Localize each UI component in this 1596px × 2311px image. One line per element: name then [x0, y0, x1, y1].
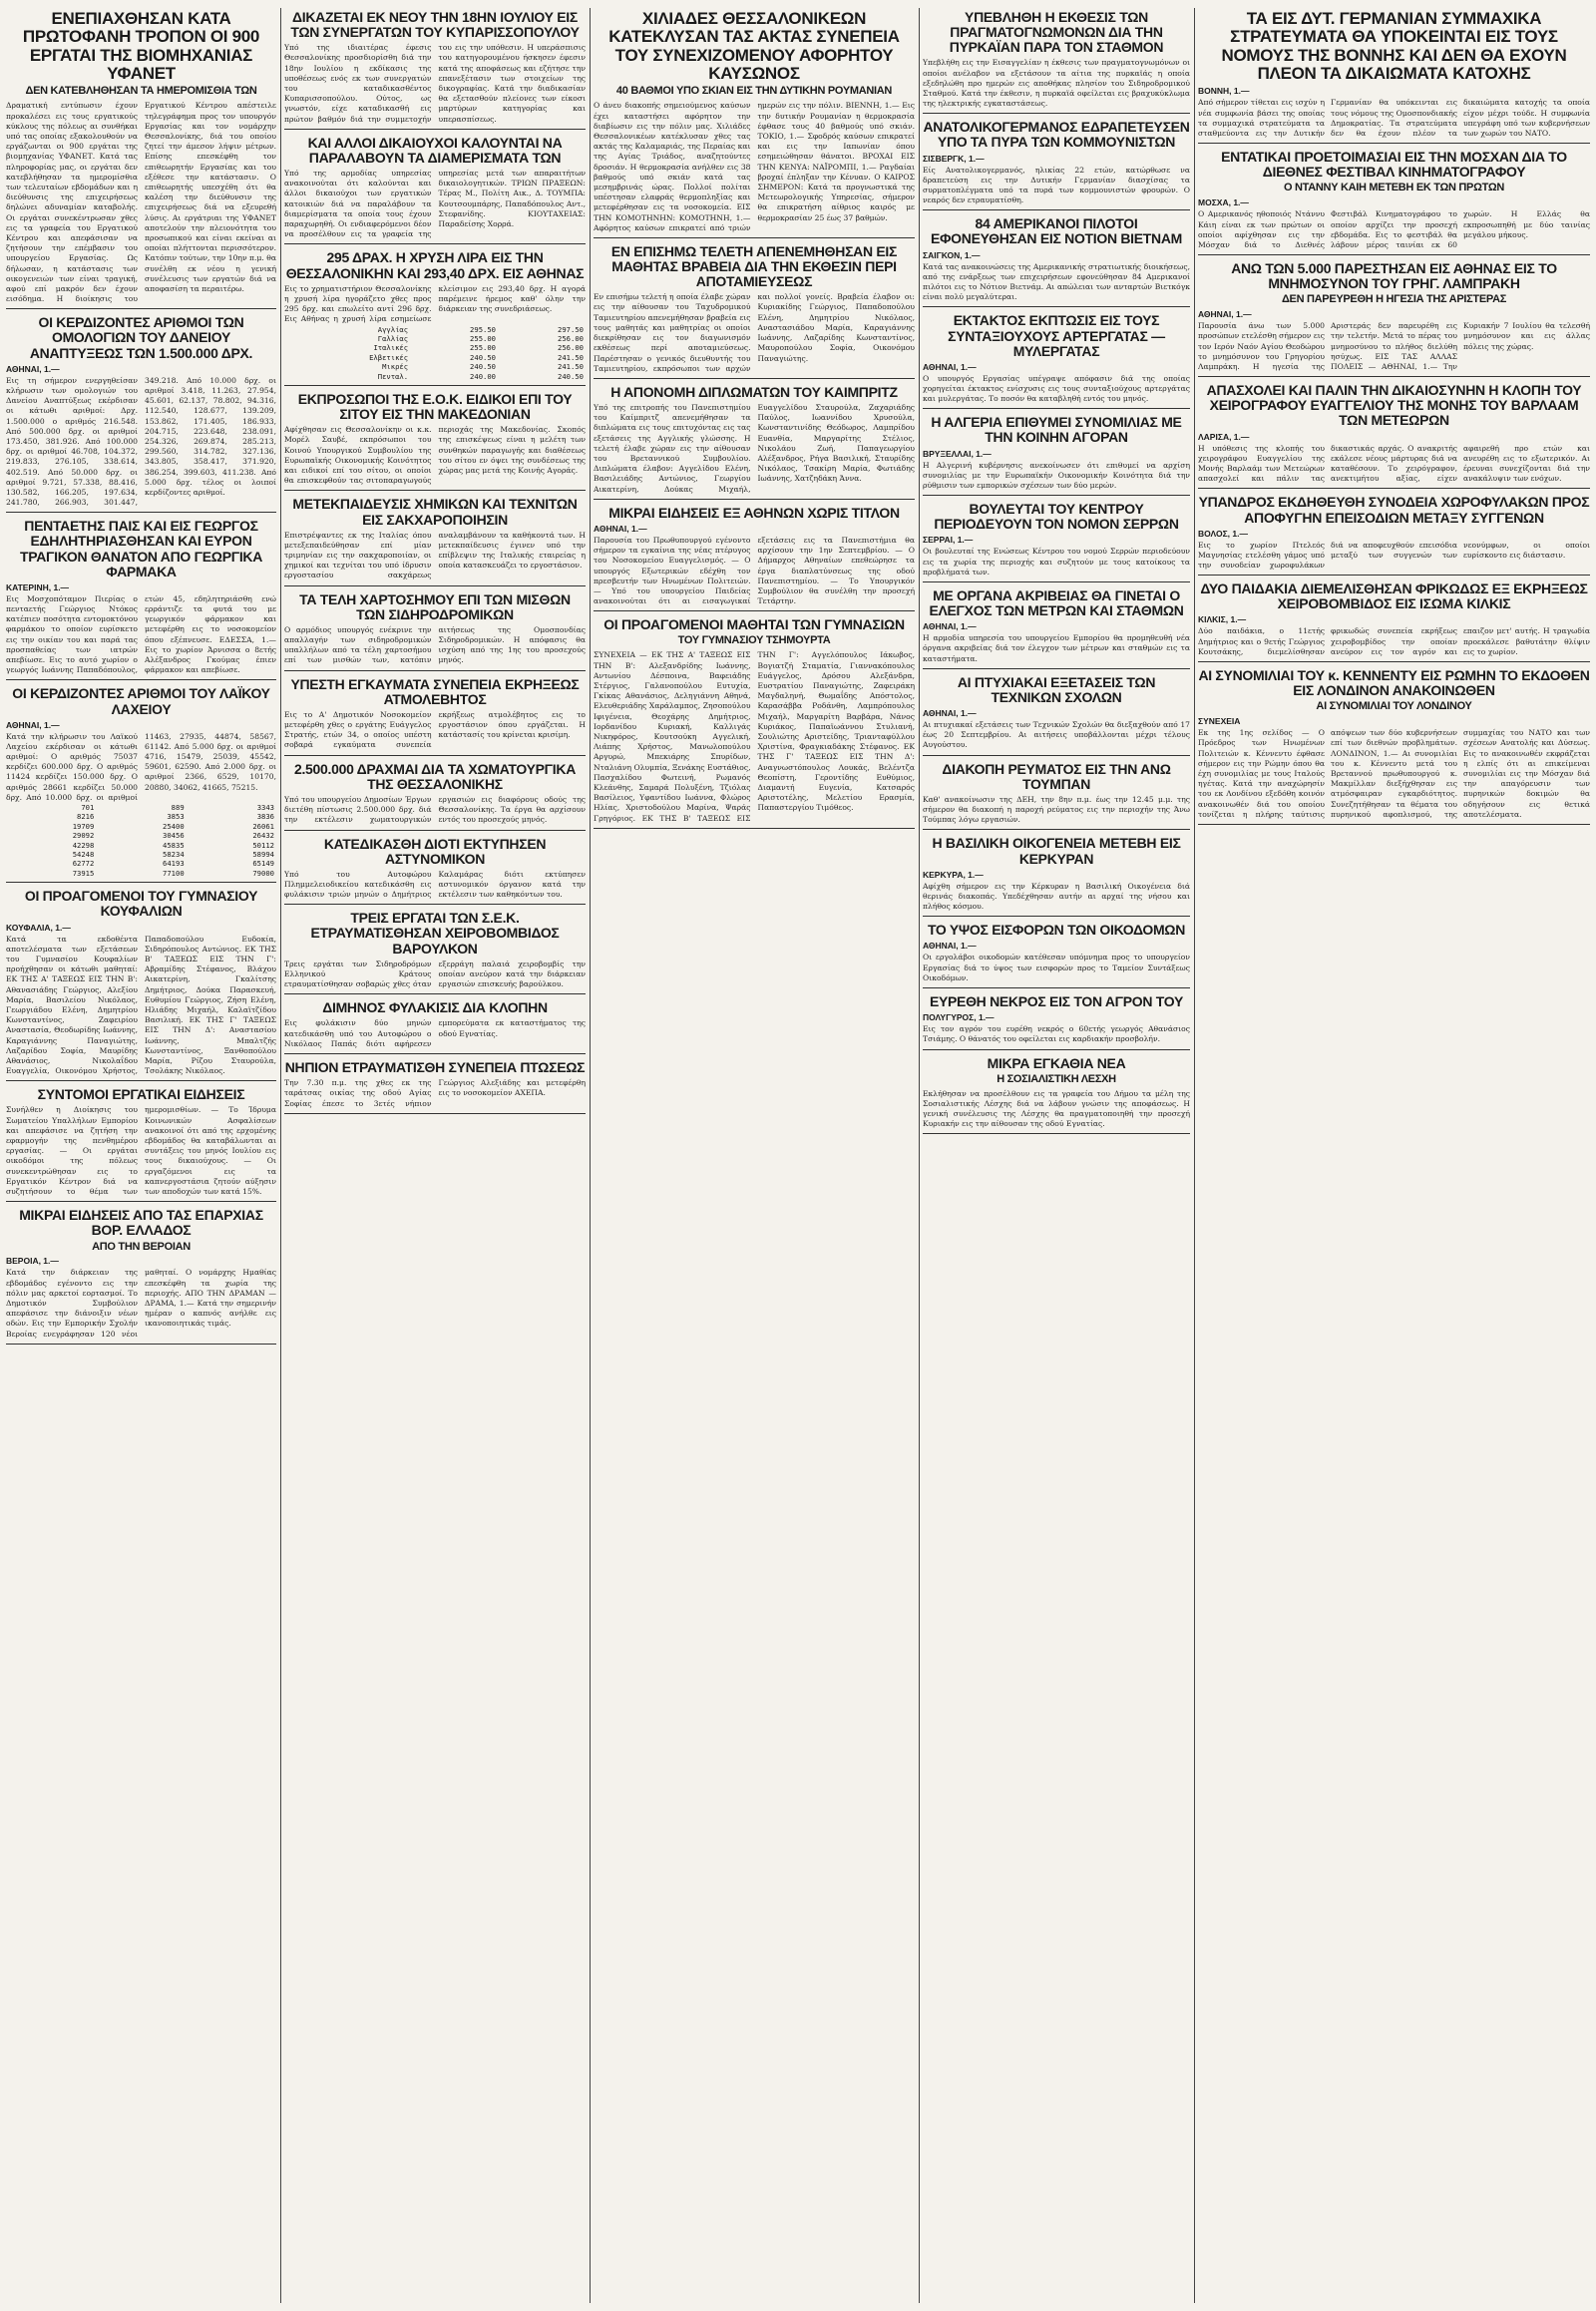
subheadline: ΑΠΟ ΤΗΝ ΒΕΡΟΙΑΝ [92, 1240, 191, 1253]
article [594, 617, 915, 828]
article-body: Καθ' ανακοίνωσιν της ΔΕΗ, την 8ην π.μ. έως την 12.45 μ.μ. της σήμερον θα διακοπή η παροχή ρεύματος εις την περιοχήν της Άνω Τούμπας λόγω εργασιών. [923, 794, 1190, 825]
headline: ΔΙΚΑΖΕΤΑΙ ΕΚ ΝΕΟΥ ΤΗΝ 18ΗΝ ΙΟΥΛΙΟΥ ΕΙΣ ΤΩΝ ΣΥΝΕΡΓΑΤΩΝ ΤΟΥ ΚΥΠΑΡΙΣΣΟΠΟΥΛΟΥ [290, 9, 580, 41]
article-body: Εις το χρηματιστήριον Θεσσαλονίκης η χρυσή λίρα ηγοράζετο χθες προς 295 δρχ. και επωλείτο αντί 296 δρχ. Εις Αθήνας η χρυσή λίρα εσημείωσε κλείσιμον εις 293,40 δρχ. Η αγορά παρέμεινε ήρεμος καθ' όλην την διάρκειαν της συνεδριάσεως. [284, 283, 586, 324]
article-body: Ο άνευ διακοπής σημειούμενος καύσων έχει καταστήσει αφόρητον την διαβίωσιν εις την πόλιν μας. Χιλιάδες Θεσσαλονικέων κατέκλυσαν χθες τας ακτάς της Καλαμαριάς, της Περαίας και της Αγίας Τριάδος, αναζητούντες δροσιάν. Η θερμοκρασία ανήλθεν εις 38 βαθμούς υπό σκιάν κατά τας μεσημβρινάς ώρας. Πολλοί πολίται υπέστησαν ελαφράς θερμοπληξίας και μετεφέρθησαν εις τα νοσοκομεία. ΕΙΣ ΤΗΝ ΚΟΜΟΤΗΝΗΝ: ΚΟΜΟΤΗΝΗ, 1.— Αφόρητος καύσων επικρατεί από τριών ημερών εις την πόλιν. ΒΙΕΝΝΗ, 1.— Εις την δυτικήν Ρουμανίαν η θερμοκρασία έφθασε τους 40 βαθμούς υπό σκιάν. ΤΟΚΙΟ, 1.— Σφοδρός καύσων επικρατεί και εις την Ιαπωνίαν όπου εσημειώθησαν θάνατοι. ΒΡΟΧΑΙ ΕΙΣ ΤΗΝ ΚΕΝΥΑ: ΝΑΪΡΟΜΠΙ, 1.— Ραγδαίαι βροχαί έπληξαν την Κένυαν. Ο ΚΑΙΡΟΣ ΣΗΜΕΡΟΝ: Κατά τα προγνωστικά της Μετεωρολογικής Υπηρεσίας, σήμερον θα επικρατήση αίθριος καιρός με θερμοκρασίαν 25 έως 37 βαθμών. [594, 101, 915, 232]
table-cell: 256.00 [558, 343, 584, 353]
article-body: Εις Μοσχοπόταμον Πιερίας ο πενταετής Γεώργιος Ντόκος κατέπιεν ποσότητα εντομοκτόνου φαρμάκου το οποίον ευρίσκετο εις την οικίαν του και παρά τας προσπαθείας των ιατρών απεβίωσε. Εις το αυτό χωρίον ο γεωργός Ιωάννης Παπαδόπουλος, ετών 45, εδηλητηριάσθη ενώ ερράντιζε τα φυτά του με γεωργικόν φάρμακον και μετεφέρθη εις το νοσοκομείον όπου εξέπνευσε. ΕΔΕΣΣΑ, 1.— Εις το χωρίον Άρνισσα ο 8ετής Αλέξανδρος Γκούμας έπιεν φάρμακον και απεβίωσε. [6, 593, 276, 675]
article [923, 502, 1190, 582]
dateline: ΚΕΡΚΥΡΑ, 1.— [923, 869, 984, 880]
article [923, 10, 1190, 114]
article-body: Ο υπουργός Εργασίας υπέγραψε απόφασιν διά της οποίας χορηγείται έκτακτος ενίσχυσις εις τους συνταξιούχους αρτεργάτας και μυλεργάτας. Το ποσόν θα καταβληθή εντός του μηνός. [923, 373, 1190, 404]
article [6, 519, 276, 680]
headline: 2.500.000 ΔΡΑΧΜΑΙ ΔΙΑ ΤΑ ΧΩΜΑΤΟΥΡΓΙΚΑ ΤΗΣ ΘΕΣΣΑΛΟΝΙΚΗΣ [293, 760, 577, 792]
headline: ΔΙΑΚΟΠΗ ΡΕΥΜΑΤΟΣ ΕΙΣ ΤΗΝ ΑΝΩ ΤΟΥΜΠΑΝ [942, 760, 1171, 792]
article [923, 762, 1190, 831]
article [6, 1087, 276, 1202]
dateline: ΑΘΗΝΑΙ, 1.— [6, 363, 60, 374]
article [923, 994, 1190, 1050]
article-body: Συνήλθεν η Διοίκησις του Σωματείου Υπαλλήλων Εμπορίου και απεφάσισε να ζητήση την εφαρμογήν της πενθημέρου εργασίας. — Οι εργάται οικοδόμοι της πόλεως συνεκεντρώθησαν εις το Εργατικόν Κέντρον διά να συζητήσουν το θέμα των ημερομισθίων. — Το Ίδρυμα Κοινωνικών Ασφαλίσεων ανακοινοί ότι από της ερχομένης εβδομάδος θα καταβάλωνται αι συντάξεις του μηνός Ιουλίου εις τους δικαιούχους. — Οι εργαζόμενοι εις τα καπνεργοστάσια ζητούν αύξησιν των αποδοχών των κατά 15%. [6, 1105, 276, 1197]
article-body: Εις φυλάκισιν δύο μηνών κατεδικάσθη υπό του Αυτοφώρου ο Νικόλαος Παπάς διότι αφήρεσεν εμπορεύματα εκ καταστήματος της οδού Εγνατίας. [284, 1018, 586, 1048]
dateline: ΑΘΗΝΑΙ, 1.— [923, 621, 977, 632]
table-cell: 58234 [163, 850, 185, 860]
table-row [284, 372, 586, 381]
table-cell: 3343 [256, 803, 274, 813]
table-cell: 79000 [252, 868, 274, 878]
subheadline: ΔΕΝ ΚΑΤΕΒΛΗΘΗΣΑΝ ΤΑ ΗΜΕΡΟΜΙΣΘΙΑ ΤΩΝ [25, 85, 257, 98]
subheadline: Η ΣΟΣΙΑΛΙΣΤΙΚΗ ΛΕΣΧΗ [997, 1072, 1116, 1085]
table-cell: Πενταλ. [377, 371, 409, 381]
table-cell: 3853 [167, 812, 185, 822]
table-cell: 240.50 [470, 362, 497, 372]
table-cell: 240.50 [558, 371, 584, 381]
table-row [6, 831, 276, 840]
dateline: ΑΘΗΝΑΙ, 1.— [594, 523, 647, 534]
article-body: Δραματική εντύπωσιν έχουν προκαλέσει εις τους εργατικούς κύκλους της πόλεως αι συνθήκαι υπό τας οποίας εξακολουθούν να εργάζωνται οι 900 εργάται της βιομηχανίας ΥΦΑΝΕΤ. Κατά τας πληροφορίας μας, οι εργάται δεν κατεβλήθησαν τα ημερομίσθια των τελευταίων εβδομάδων και η διεύθυνσις της επιχειρήσεως δηλώνει αδυναμίαν καταβολής. Οι εργάται συνεκέντρωσαν χθες εις τα γραφεία του Εργατικού Κέντρου και απεφάσισαν να ζητήσουν την επέμβασιν του υπουργείου Εργασίας. Ως δήλωσαν, η κατάστασις των οικογενειών των είναι τραγική, αφού επί μακρόν δεν έχουν εισόδημα. Η διοίκησις του Εργατικού Κέντρου απέστειλε τηλεγράφημα προς τον υπουργόν Εργασίας και τον νομάρχην Θεσσαλονίκης, διά του οποίου ζητεί την άμεσον λήψιν μέτρων. Επίσης επεσκέφθη τον επιθεωρητήν Εργασίας και του εξέθεσε την κατάστασιν. Ο επιθεωρητής υπεσχέθη ότι θα καλέση την διεύθυνσιν της επιχειρήσεως διά να εξευρεθή λύσις. Αι εργάτριαι της ΥΦΑΝΕΤ αποτελούν την πλειονότητα του προσωπικού και είναι εκείναι αι οποίαι πλήττονται περισσότερον. Κατόπιν τούτων, την 10ην π.μ. θα συνέλθη εκ νέου η γενική συνέλευσις των εργατών διά να αποφασίση τα περαιτέρω. [6, 101, 276, 304]
headline: ΧΙΛΙΑΔΕΣ ΘΕΣΣΑΛΟΝΙΚΕΩΝ ΚΑΤΕΚΛΥΣΑΝ ΤΑΣ ΑΚΤΑΣ ΣΥΝΕΠΕΙΑ ΤΟΥ ΣΥΝΕΧΙΖΟΜΕΝΟΥ ΑΦΟΡΗΤΟΥ ΚΑΥΣΩΝΟΣ [608, 9, 900, 84]
article-body: Αι πτυχιακαί εξετάσεις των Τεχνικών Σχολών θα διεξαχθούν από 17 έως 20 Σεπτεμβρίου. Αι αιτήσεις υποβάλλονται μέχρι τέλους Αυγούστου. [923, 720, 1190, 750]
headline: ΤΡΕΙΣ ΕΡΓΑΤΑΙ ΤΩΝ Σ.Ε.Κ. ΕΤΡΑΥΜΑΤΙΣΘΗΣΑΝ ΧΕΙΡΟΒΟΜΒΙΔΟΣ ΒΑΡΟΥΛΚΟΝ [310, 910, 560, 957]
table-cell: 50112 [252, 840, 274, 850]
table-cell: Γαλλίας [377, 333, 409, 343]
dateline: ΒΟΛΟΣ, 1.— [1198, 528, 1248, 539]
article-body: Κατά την διάρκειαν της εβδομάδος εγένοντο εις την πόλιν μας αρκετοί εορτασμοί. Το Δημοτικόν Συμβούλιον απεφάσισε την διάνοιξιν νέων οδών. Εις την Εμπορικήν Σχολήν Βεροίας ενεγράφησαν 120 νέοι μαθηταί. Ο νομάρχης Ημαθίας επεσκέφθη τα χωρία της περιοχής. ΑΠΟ ΤΗΝ ΔΡΑΜΑΝ — ΔΡΑΜΑ, 1.— Κατά την σημερινήν ημέραν ο καπνός ανήλθε εις ικανοποιητικάς τιμάς. [6, 1268, 276, 1339]
dateline: ΒΕΡΟΙΑ, 1.— [6, 1256, 59, 1267]
headline: ΜΙΚΡΑΙ ΕΙΔΗΣΕΙΣ ΑΠΟ ΤΑΣ ΕΠΑΡΧΙΑΣ ΒΟΡ. ΕΛΛΑΔΟΣ [19, 1207, 263, 1239]
article [1198, 10, 1590, 144]
table-cell: Αγγλίας [377, 324, 409, 334]
table-cell: 8216 [77, 812, 95, 822]
table-cell: 255.00 [470, 333, 497, 343]
article [284, 136, 586, 245]
headline: ΕΥΡΕΘΗ ΝΕΚΡΟΣ ΕΙΣ ΤΟΝ ΑΓΡΟΝ ΤΟΥ [929, 993, 1184, 1010]
article-body: Υπό της αρμοδίας υπηρεσίας ανακοινούται ότι καλούνται και άλλοι δικαιούχοι των εργατικών κατοικιών διά να παραλάβουν τα διαμερίσματα τα οποία τους έχουν παραχωρηθή. Οι ενδιαφερόμενοι δέον να προσέλθουν εις τα γραφεία της υπηρεσίας μετά των απαραιτήτων δικαιολογητικών. ΤΡΙΩΝ ΠΡΑΞΕΩΝ: Τέρας Μ., Πολίτη Αικ., Δ. ΤΟΥΜΠΑ: Κουτσουμπάρης, Παπαδόπουλος Αντ., Στεφανίδης. ΚΙΟΥΤΑΧΕΙΑΣ: Παραδείσης Χορρά. [284, 169, 586, 239]
article-body: Οι εργολάβοι οικοδομών κατέθεσαν υπόμνημα προς το υπουργείον Εργασίας διά το ύψος των εισφορών προς το Ταμείον Συντάξεως Οικοδόμων. [923, 953, 1190, 982]
article [284, 250, 586, 385]
subheadline: Ο ΝΤΑΝΝΥ ΚΑΙΗ ΜΕΤΕΒΗ ΕΚ ΤΩΝ ΠΡΩΤΩΝ [1284, 182, 1504, 194]
article-body: Εκ της 1ης σελίδος — Ο Πρόεδρος των Ηνωμένων Πολιτειών κ. Κέννεντυ έφθασε σήμερον εις την Ρώμην όπου θα έχη συνομιλίας με τους Ιταλούς ηγέτας. Κατά την αναχώρησίν του εκ Λονδίνου εξεδόθη κοινόν ανακοινωθέν διά του οποίου τονίζεται η πλήρης ταύτισις απόψεων των δύο κυβερνήσεων επί των διεθνών προβλημάτων. ΛΟΝΔΙΝΟΝ, 1.— Αι συνομιλίαι του κ. Κέννεντυ μετά του Βρεταννού πρωθυπουργού κ. Μακμίλλαν διεξήχθησαν εις ατμόσφαιραν εγκαρδιότητος. Συνεζητήθησαν τα θέματα του πυρηνικού αφοπλισμού, της συμμαχίας του ΝΑΤΟ και των σχέσεων Ανατολής και Δύσεως. Εις το ανακοινωθέν εκφράζεται η ελπίς ότι αι επικείμεναι συνομιλίαι εις την Μόσχαν διά την απαγόρευσιν των πυρηνικών δοκιμών θα οδηγήσουν εις θετικά αποτελέσματα. [1198, 728, 1590, 819]
headline: ΥΠΑΝΔΡΟΣ ΕΚΔΗΘΕΥΘΗ ΣΥΝΟΔΕΙΑ ΧΩΡΟΦΥΛΑΚΩΝ ΠΡΟΣ ΑΠΟΦΥΓΗΝ ΕΠΕΙΣΟΔΙΩΝ ΜΕΤΑΞΥ ΣΥΓΓΕΝΩΝ [1198, 494, 1590, 526]
headline: ΚΑΙ ΑΛΛΟΙ ΔΙΚΑΙΟΥΧΟΙ ΚΑΛΟΥΝΤΑΙ ΝΑ ΠΑΡΑΛΑΒΟΥΝ ΤΑ ΔΙΑΜΕΡΙΣΜΑΤΑ ΤΩΝ [307, 134, 563, 166]
column-3 [594, 8, 915, 2303]
article-body: Κατά την κλήρωσιν του Λαϊκού Λαχείου εκέρδισαν οι κάτωθι αριθμοί: Ο αριθμός 75037 κερδίζει 600.000 δρχ. Ο αριθμός 11424 κερδίζει 150.000 δρχ. Ο αριθμός 28661 κερδίζει 50.000 δρχ. Από 10.000 δρχ. οι αριθμοί 11463, 27935, 44874, 58567, 61142. Από 5.000 δρχ. οι αριθμοί 4716, 15479, 25039, 45542, 59601, 62590. Από 2.000 δρχ. οι αριθμοί 2366, 6529, 10170, 20880, 34062, 41665, 75215. [6, 731, 276, 802]
article [284, 837, 586, 906]
dateline: ΑΘΗΝΑΙ, 1.— [6, 719, 60, 730]
table-row [6, 803, 276, 812]
article-body: Παρουσία άνω των 5.000 προσώπων ετελέσθη σήμερον εις τον Ιερόν Ναόν Αγίου Θεοδώρου το μνημόσυνον του Γρηγορίου Λαμπράκη. Η ηγεσία της Αριστεράς δεν παρευρέθη εις την τελετήν. Μετά το πέρας του μνημοσύνου το πλήθος διελύθη ησύχως. ΕΙΣ ΤΑΣ ΑΛΛΑΣ ΠΟΛΕΙΣ — ΑΘΗΝΑΙ, 1.— Την Κυριακήν 7 Ιουλίου θα τελεσθή μνημόσυνον και εις άλλας πόλεις της χώρας. [1198, 321, 1590, 372]
article-body: Αφίχθη σήμερον εις την Κέρκυραν η Βασιλική Οικογένεια διά θερινάς διακοπάς. Υπεδέχθησαν αυτήν αι αρχαί της νήσου και πλήθος κόσμου. [923, 881, 1190, 912]
column-rule [919, 8, 920, 2303]
headline: ΟΙ ΚΕΡΔΙΖΟΝΤΕΣ ΑΡΙΘΜΟΙ ΤΩΝ ΟΜΟΛΟΓΙΩΝ ΤΟΥ ΔΑΝΕΙΟΥ ΑΝΑΠΤΥΞΕΩΣ ΤΩΝ 1.500.000 ΔΡΧ. [29, 314, 253, 361]
article-body: Η αρμοδία υπηρεσία του υπουργείου Εμπορίου θα προμηθευθή νέα όργανα ακριβείας διά τον έλεγχον των μέτρων και σταθμών εις τα καταστήματα. [923, 633, 1190, 663]
headline: ΥΠΕΣΤΗ ΕΓΚΑΥΜΑΤΑ ΣΥΝΕΠΕΙΑ ΕΚΡΗΞΕΩΣ ΑΤΜΟΛΕΒΗΤΟΣ [290, 675, 580, 707]
column-rule [590, 8, 591, 2303]
table-cell: 65149 [252, 859, 274, 869]
table-cell: 54248 [72, 850, 95, 860]
headline: Η ΑΛΓΕΡΙΑ ΕΠΙΘΥΜΕΙ ΣΥΝΟΜΙΛΙΑΣ ΜΕ ΤΗΝ ΚΟΙΝΗΝ ΑΓΟΡΑΝ [931, 414, 1182, 446]
subheadline: 40 ΒΑΘΜΟΙ ΥΠΟ ΣΚΙΑΝ ΕΙΣ ΤΗΝ ΔΥΤΙΚΗΝ ΡΟΥΜΑΝΙΑΝ [615, 85, 893, 98]
headline: ΕΝ ΕΠΙΣΗΜΩ ΤΕΛΕΤΗ ΑΠΕΝΕΜΗΘΗΣΑΝ ΕΙΣ ΜΑΘΗΤΑΣ ΒΡΑΒΕΙΑ ΔΙΑ ΤΗΝ ΕΚΘΕΣΙΝ ΠΕΡΙ ΑΠΟΤΑΜΙΕΥΣΕΩΣ [610, 242, 898, 290]
article-body: Εν επισήμω τελετή η οποία έλαβε χώραν εις την αίθουσαν του Ταχυδρομικού Ταμιευτηρίου απενεμήθησαν βραβεία εις τους μαθητάς και μαθητρίας οι οποίοι διεκρίθησαν εις τον διαγωνισμόν εκθέσεως περί αποταμιεύσεως. Παρέστησαν ο γενικός διευθυντής του Ταμιευτηρίου, εκπρόσωποι των αρχών και πολλοί γονείς. Βραβεία έλαβον οι: Κυριακίδης Γεώργιος, Παπαδοπούλου Ελένη, Δημητρίου Νικόλαος, Αναστασιάδου Μαρία, Καραγιάννης Ιωάννης, Λαζαρίδης Κωνσταντίνος, Μαυροπούλου Σοφία, Οικονόμου Παναγιώτης. [594, 292, 915, 373]
table-cell: 42298 [72, 840, 95, 850]
article [1198, 261, 1590, 377]
article [923, 588, 1190, 669]
table-cell: 30456 [163, 831, 185, 841]
article [594, 385, 915, 500]
dateline: ΣΑΙΓΚΟΝ, 1.— [923, 249, 981, 260]
headline: ΒΟΥΛΕΥΤΑΙ ΤΟΥ ΚΕΝΤΡΟΥ ΠΕΡΙΟΔΕΥΟΥΝ ΤΟΝ ΝΟΜΟΝ ΣΕΡΡΩΝ [934, 501, 1179, 533]
article [6, 889, 276, 1081]
article-body: Οι βουλευταί της Ενώσεως Κέντρου του νομού Σερρών περιοδεύουν εις τα χωρία της περιοχής και συζητούν με τους κατοίκους τα προβλήματά των. [923, 547, 1190, 577]
table-row [6, 850, 276, 859]
table-cell: 701 [81, 803, 95, 813]
article [923, 120, 1190, 210]
table-cell: 3836 [256, 812, 274, 822]
table-cell: 26061 [252, 821, 274, 831]
table-cell: 77100 [163, 868, 185, 878]
headline: ΑΝΩ ΤΩΝ 5.000 ΠΑΡΕΣΤΗΣΑΝ ΕΙΣ ΑΘΗΝΑΣ ΕΙΣ ΤΟ ΜΝΗΜΟΣΥΝΟΝ ΤΟΥ ΓΡΗΓ. ΛΑΜΠΡΑΚΗ [1231, 260, 1557, 292]
table-row [284, 362, 586, 371]
subheadline: ΑΙ ΣΥΝΟΜΙΛΙΑΙ ΤΟΥ ΛΟΝΔΙΝΟΥ [1316, 700, 1472, 713]
headline: ΑΙ ΣΥΝΟΜΙΛΙΑΙ ΤΟΥ κ. ΚΕΝΝΕΝΤΥ ΕΙΣ ΡΩΜΗΝ ΤΟ ΕΚΔΟΘΕΝ ΕΙΣ ΛΟΝΔΙΝΟΝ ΑΝΑΚΟΙΝΩΘΕΝ [1198, 667, 1590, 699]
headline: ΕΚΤΑΚΤΟΣ ΕΚΠΤΩΣΙΣ ΕΙΣ ΤΟΥΣ ΣΥΝΤΑΞΙΟΥΧΟΥΣ ΑΡΤΕΡΓΑΤΑΣ — ΜΥΛΕΡΓΑΤΑΣ [948, 312, 1165, 359]
article [594, 244, 915, 379]
article-body: Δύο παιδάκια, ο 11ετής Δημήτριος και ο 9ετής Γεώργιος Κουτσάκης, διεμελίσθησαν φρικωδώς συνεπεία εκρήξεως χειροβομβίδος την οποίαν ανεύρον εις τον αγρόν και επαιζον μετ' αυτής. Η τραγωδία προεκάλεσε βαθυτάτην θλίψιν εις το χωρίον. [1198, 626, 1590, 656]
table-row [6, 869, 276, 878]
article [284, 392, 586, 491]
table-cell: 295.50 [470, 324, 497, 334]
dateline: ΣΙΣΒΕΡΓΚ, 1.— [923, 153, 985, 164]
headline: ΠΕΝΤΑΕΤΗΣ ΠΑΙΣ ΚΑΙ ΕΙΣ ΓΕΩΡΓΟΣ ΕΔΗΛΗΤΗΡΙΑΣΘΗΣΑΝ ΚΑΙ ΕΥΡΟΝ ΤΡΑΓΙΚΟΝ ΘΑΝΑΤΟΝ ΑΠΟ ΓΕΩΡΓΙΚΑ ΦΑΡΜΑΚΑ [19, 518, 263, 579]
article [923, 923, 1190, 988]
article-body: Η υπόθεσις της κλοπής του χειρογράφου Ευαγγελίου της Μονής Βαρλαάμ των Μετεώρων απασχολεί και πάλιν τας δικαστικάς αρχάς. Ο ανακριτής εκάλεσε νέους μάρτυρας διά να καταθέσουν. Το χειρόγραφον, ανεκτιμήτου αξίας, είχεν αφαιρεθή προ ετών και ανευρέθη εις το εξωτερικόν. Αι έρευναι συνεχίζονται διά την ανακάλυψιν των ενόχων. [1198, 443, 1590, 484]
table-cell: 25400 [163, 821, 185, 831]
table-cell: 297.50 [558, 324, 584, 334]
article [6, 315, 276, 513]
article-body: ΣΥΝΕΧΕΙΑ — ΕΚ ΤΗΣ Α' ΤΑΞΕΩΣ ΕΙΣ ΤΗΝ Β': Αλεξανδρίδης Ιωάννης, Αντωνίου Δέσποινα, Βαφειάδης Στέργιος, Γαλανοπούλου Ευτυχία, Γκίκας Αθανάσιος, Δεληγιάννη Αθηνά, Ελευθεριάδης Χαράλαμπος, Ζησοπούλου Ιφιγένεια, Θεοχάρης Δημήτριος, Ιορδανίδου Κυριακή, Καλλιγάς Νικηφόρος, Κουτσούκη Αγγελική, Λιάπης Χρήστος, Μανωλοπούλου Αργυρώ, Μπεκιάρης Σπυρίδων, Νταλιάνη Ολυμπία, Ξενάκης Ευστάθιος, Πασχαλίδου Φωτεινή, Ρωμανός Κλεάνθης, Σαμαρά Πολυξένη, Τζιόλας Βασίλειος, Υφαντίδου Ιωάννα, Φλώρος Ηλίας, Χριστοδούλου Μαρίνα, Ψαράς Γρηγόριος. ΕΚ ΤΗΣ Β' ΤΑΞΕΩΣ ΕΙΣ ΤΗΝ Γ': Αγγελόπουλος Ιάκωβος, Βογιατζή Σταματία, Γιαννακόπουλος Ευάγγελος, Δρόσου Αλεξάνδρα, Ευστρατίου Παναγιώτης, Ζαφειράκη Μαγδαληνή, Θωμαΐδης Απόστολος, Καρασάββα Ροδάνθη, Λαμπρόπουλος Μιχαήλ, Μαργαρίτη Βαρβάρα, Νάνος Κυριάκος, Παπαϊωάννου Στυλιανή, Σουλιώτης Αριστείδης, Τριανταφύλλου Χριστίνα, Φραγκιαδάκης Στέφανος. ΕΚ ΤΗΣ Γ' ΤΑΞΕΩΣ ΕΙΣ ΤΗΝ Δ': Αναγνωστόπουλος Λουκάς, Βελέντζα Θεοπίστη, Γεροντίδης Ευθύμιος, Διαμαντή Ευγενία, Κατσαρός Αριστοτέλης, Μελετίου Ερασμία, Παπαστεργίου Τιμόθεος. [594, 650, 915, 823]
article-body: Κατά τας ανακοινώσεις της Αμερικανικής στρατιωτικής διοικήσεως, από της ενάρξεως των επιχειρήσεων εφονεύθησαν 84 Αμερικανοί πιλότοι εις το Νότιον Βιετνάμ. Αι απώλειαι των ανταρτών Βιετκόγκ είναι πολύ μεγαλύτεραι. [923, 261, 1190, 302]
table-cell: 29092 [72, 831, 95, 841]
table-row [6, 812, 276, 821]
table-cell: Ιταλικές [373, 343, 409, 353]
headline: ΜΙΚΡΑΙ ΕΙΔΗΣΕΙΣ ΕΞ ΑΘΗΝΩΝ ΧΩΡΙΣ ΤΙΤΛΟΝ [608, 504, 900, 521]
article-body: Από σήμερον τίθεται εις ισχύν η νέα συμφωνία βάσει της οποίας τα συμμαχικά στρατεύματα τα σταθμεύοντα εις την Δυτικήν Γερμανίαν θα υπόκεινται εις τους νόμους της Ομοσπονδιακής Δημοκρατίας. Τα στρατεύματα δεν θα έχουν πλέον τα δικαιώματα κατοχής τα οποία είχον μέχρι τούδε. Η συμφωνία υπεγράφη υπό των κυβερνήσεων των χωρών του ΝΑΤΟ. [1198, 98, 1590, 139]
headline: ΕΝΕΠΙΑΧΘΗΣΑΝ ΚΑΤΑ ΠΡΩΤΟΦΑΝΗ ΤΡΟΠΟΝ ΟΙ 900 ΕΡΓΑΤΑΙ ΤΗΣ ΒΙΟΜΗΧΑΝΙΑΣ ΥΦΑΝΕΤ [22, 9, 260, 84]
headline: ΑΝΑΤΟΛΙΚΟΓΕΡΜΑΝΟΣ ΕΔΡΑΠΕΤΕΥΣΕΝ ΥΠΟ ΤΑ ΠΥΡΑ ΤΩΝ ΚΟΜΜΟΥΝΙΣΤΩΝ [923, 119, 1190, 151]
article-body: Εκλήθησαν να προσέλθουν εις τα γραφεία του Δήμου τα μέλη της Σοσιαλιστικής Λέσχης διά να λάβουν γνώσιν της αποφάσεως. Η γενική συνέλευσις της Λέσχης θα πραγματοποιηθή την προσεχή Κυριακήν εις την αίθουσαν της οδού Εγνατίας. [923, 1088, 1190, 1129]
headline: ΤΑ ΤΕΛΗ ΧΑΡΤΟΣΗΜΟΥ ΕΠΙ ΤΩΝ ΜΙΣΘΩΝ ΤΩΝ ΣΙΔΗΡΟΔΡΟΜΙΚΩΝ [299, 590, 571, 622]
table-row [284, 334, 586, 343]
table-cell: 19709 [72, 821, 95, 831]
table-cell: 64193 [163, 859, 185, 869]
article [923, 1056, 1190, 1135]
number-table [284, 325, 586, 381]
table-cell: 58994 [252, 850, 274, 860]
article [923, 313, 1190, 409]
headline: ΚΑΤΕΔΙΚΑΣΘΗ ΔΙΟΤΙ ΕΚΤΥΠΗΣΕΝ ΑΣΤΥΝΟΜΙΚΟΝ [323, 835, 547, 867]
dateline: ΚΑΤΕΡΙΝΗ, 1.— [6, 581, 70, 592]
dateline: ΣΕΡΡΑΙ, 1.— [923, 535, 974, 546]
headline: ΕΚΠΡΟΣΩΠΟΙ ΤΗΣ Ε.Ο.Κ. ΕΙΔΙΚΟΙ ΕΠΙ ΤΟΥ ΣΙΤΟΥ ΕΙΣ ΤΗΝ ΜΑΚΕΔΟΝΙΑΝ [297, 390, 573, 423]
table-cell: Μικρές [382, 362, 409, 372]
table-cell: 240.00 [470, 371, 497, 381]
dateline: ΜΟΣΧΑ, 1.— [1198, 197, 1249, 208]
table-cell: Ελβετικές [369, 352, 409, 362]
headline: ΤΟ ΥΨΟΣ ΕΙΣΦΟΡΩΝ ΤΩΝ ΟΙΚΟΔΟΜΩΝ [927, 922, 1186, 939]
article [284, 1000, 586, 1054]
table-row [6, 822, 276, 831]
table-cell: 255.00 [470, 343, 497, 353]
dateline: ΣΥΝΕΧΕΙΑ [1198, 716, 1241, 727]
article-body: Την 7.30 π.μ. της χθες εκ της ταράτσας οικίας της οδού Αγίας Σοφίας έπεσε το 3ετές νήπιον Γεώργιος Αλεξιάδης και μετεφέρθη εις το νοσοκομείον ΑΧΕΠΑ. [284, 1078, 586, 1108]
table-cell: 241.50 [558, 362, 584, 372]
article [1198, 383, 1590, 489]
article-body: Υπό του υπουργείου Δημοσίων Έργων διετέθη πίστωσις 2.500.000 δρχ. διά την εκτέλεσιν χωματουργικών εργασιών εις διαφόρους οδούς της Θεσσαλονίκης. Τα έργα θα αρχίσουν εντός του προσεχούς μηνός. [284, 794, 586, 825]
number-table [6, 803, 276, 878]
article [923, 675, 1190, 756]
headline: ΟΙ ΠΡΟΑΓΟΜΕΝΟΙ ΜΑΘΗΤΑΙ ΤΩΝ ΓΥΜΝΑΣΙΩΝ [603, 616, 905, 633]
article [923, 836, 1190, 917]
article-body: Υπό της ιδιαιτέρας έφεσις Θεσσαλονίκης προσδιορίσθη διά την 18ην Ιουλίου η εκδίκασις της υποθέσεως ενός εκ των συνεργατών του καταδικασθέντος Κυπαρισσοπούλου. Ούτος, ως γνωστόν, είχε καταδικασθή εις πρώτον βαθμόν διά την συμμετοχήν του εις την υπόθεσιν. Η υπεράσπισις του κατηγορουμένου ήσκησεν έφεσιν κατά της αποφάσεως και εζήτησε την επανεξέτασιν των στοιχείων της δικογραφίας. Κατά την διαδικασίαν θα εξετασθούν πλείονες των είκοσι μαρτύρων κατηγορίας και υπερασπίσεως. [284, 43, 586, 124]
article [594, 506, 915, 612]
article [923, 216, 1190, 307]
column-rule [280, 8, 281, 2303]
dateline: ΑΘΗΝΑΙ, 1.— [923, 941, 977, 952]
subheadline: ΤΟΥ ΓΥΜΝΑΣΙΟΥ ΤΣΗΜΟΥΡΤΑ [677, 634, 831, 647]
headline: ΣΥΝΤΟΜΟΙ ΕΡΓΑΤΙΚΑΙ ΕΙΔΗΣΕΙΣ [37, 1086, 245, 1103]
article-body: Υπεβλήθη εις την Εισαγγελίαν η έκθεσις των πραγματογνωμόνων οι οποίοι ανέλαβον να εξετάσουν τα αίτια της πυρκαϊάς η οποία εξεδηλώθη προ ημερών εις αποθήκας πλησίον του Σιδηροδρομικού Σταθμού. Κατά την έκθεσιν, η πυρκαϊά οφείλεται εις βραχυκύκλωμα της ηλεκτρικής εγκαταστάσεως. [923, 58, 1190, 109]
headline: ΟΙ ΚΕΡΔΙΖΟΝΤΕΣ ΑΡΙΘΜΟΙ ΤΟΥ ΛΑΪΚΟΥ ΛΑΧΕΙΟΥ [12, 685, 270, 717]
article [284, 677, 586, 756]
headline: ΤΑ ΕΙΣ ΔΥΤ. ΓΕΡΜΑΝΙΑΝ ΣΥΜΜΑΧΙΚΑ ΣΤΡΑΤΕΥΜΑΤΑ ΘΑ ΥΠΟΚΕΙΝΤΑΙ ΕΙΣ ΤΟΥΣ ΝΟΜΟΥΣ ΤΗΣ ΒΟΝΝΗΣ ΚΑΙ ΔΕΝ ΘΑ ΕΧΟΥΝ ΠΛΕΟΝ ΤΑ ΔΙΚΑΙΩΜΑΤΑ ΚΑΤΟΧΗΣ [1221, 9, 1567, 84]
article [1198, 581, 1590, 662]
article-body: Εις το Α' Δημοτικόν Νοσοκομείον μετεφέρθη χθες ο εργάτης Ευάγγελος Στρατής, ετών 34, ο οποίος υπέστη σοβαρά εγκαύματα συνεπεία εκρήξεως ατμολέβητος εις το εργοστάσιον όπου εργάζεται. Η κατάστασίς του κρίνεται κρισίμη. [284, 709, 586, 750]
headline: 84 ΑΜΕΡΙΚΑΝΟΙ ΠΙΛΟΤΟΙ ΕΦΟΝΕΥΘΗΣΑΝ ΕΙΣ ΝΟΤΙΟΝ ΒΙΕΤΝΑΜ [930, 215, 1183, 247]
dateline: ΛΑΡΙΣΑ, 1.— [1198, 431, 1250, 442]
table-row [6, 859, 276, 868]
dateline: ΚΙΛΚΙΣ, 1.— [1198, 614, 1247, 625]
table-cell: 241.50 [558, 352, 584, 362]
article [6, 10, 276, 309]
table-cell: 256.00 [558, 333, 584, 343]
headline: ΕΝΤΑΤΙΚΑΙ ΠΡΟΕΤΟΙΜΑΣΙΑΙ ΕΙΣ ΤΗΝ ΜΟΣΧΑΝ ΔΙΑ ΤΟ ΔΙΕΘΝΕΣ ΦΕΣΤΙΒΑΛ ΚΙΝΗΜΑΤΟΓΡΑΦΟΥ [1221, 149, 1567, 181]
table-row [284, 353, 586, 362]
dateline: ΚΟΥΦΑΛΙΑ, 1.— [6, 922, 71, 933]
headline: ΜΙΚΡΑ ΕΓΚΑΘΙΑ ΝΕΑ [987, 1054, 1126, 1071]
column-4 [923, 8, 1190, 2303]
headline: ΔΥΟ ΠΑΙΔΑΚΙΑ ΔΙΕΜΕΛΙΣΘΗΣΑΝ ΦΡΙΚΩΔΩΣ ΕΞ ΕΚΡΗΞΕΩΣ ΧΕΙΡΟΒΟΜΒΙΔΟΣ ΕΙΣ ΙΣΩΜΑ ΚΙΛΚΙΣ [1200, 580, 1588, 612]
dateline: ΑΘΗΝΑΙ, 1.— [1198, 309, 1252, 320]
article [1198, 668, 1590, 825]
headline: ΜΕΤΕΚΠΑΙΔΕΥΣΙΣ ΧΗΜΙΚΩΝ ΚΑΙ ΤΕΧΝΙΤΩΝ ΕΙΣ ΣΑΚΧΑΡΟΠΟΙΗΣΙΝ [292, 496, 578, 528]
table-row [284, 343, 586, 352]
article-body: Η Αλγερινή κυβέρνησις ανεκοίνωσεν ότι επιθυμεί να αρχίση συνομιλίας με την Ευρωπαϊκήν Οικονομικήν Κοινότητα διά την ρύθμισιν των εμπορικών σχέσεων των δύο μερών. [923, 460, 1190, 490]
headline: ΔΙΜΗΝΟΣ ΦΥΛΑΚΙΣΙΣ ΔΙΑ ΚΛΟΠΗΝ [322, 999, 548, 1016]
article [284, 1060, 586, 1114]
article [6, 1208, 276, 1345]
table-cell: 73915 [72, 868, 95, 878]
article [284, 497, 586, 585]
dateline: ΑΘΗΝΑΙ, 1.— [923, 708, 977, 719]
table-cell: 26432 [252, 831, 274, 841]
table-row [284, 325, 586, 334]
table-row [6, 841, 276, 850]
headline: 295 ΔΡΑΧ. Η ΧΡΥΣΗ ΛΙΡΑ ΕΙΣ ΤΗΝ ΘΕΣΣΑΛΟΝΙΚΗΝ ΚΑΙ 293,40 ΔΡΧ. ΕΙΣ ΑΘΗΝΑΣ [285, 249, 585, 281]
article [1198, 495, 1590, 576]
dateline: ΑΘΗΝΑΙ, 1.— [923, 361, 977, 372]
dateline: ΒΟΝΝΗ, 1.— [1198, 86, 1250, 97]
column-5 [1198, 8, 1590, 2303]
article-body: Αφίχθησαν εις Θεσσαλονίκην οι κ.κ. Μορέλ Σαυβέ, εκπρόσωποι του Κοινού Υπουργικού Συμβουλίου της Ευρωπαϊκής Οικονομικής Κοινότητος και ειδικοί επί του σίτου, οι οποίοι θα επισκεφθούν τας σιτοπαραγωγούς περιοχάς της Μακεδονίας. Σκοπός της επισκέψεως είναι η μελέτη των συνθηκών παραγωγής και διαθέσεως του σίτου εν όψει της συνδέσεως της χώρας μας μετά της Κοινής Αγοράς. [284, 425, 586, 486]
headline: ΑΙ ΠΤΥΧΙΑΚΑΙ ΕΞΕΤΑΣΕΙΣ ΤΩΝ ΤΕΧΝΙΚΩΝ ΣΧΟΛΩΝ [957, 673, 1156, 705]
dateline: ΒΡΥΞΕΛΛΑΙ, 1.— [923, 448, 992, 459]
article-body: Επιστρέψαντες εκ της Ιταλίας όπου μετεξεπαιδεύθησαν επί μίαν τριμηνίαν εις την σακχαροποιίαν, οι χημικοί και τεχνίται του υπό ίδρυσιν εργοστασίου σακχάρεως αναλαμβάνουν τα καθήκοντά των. Η μετεκπαίδευσις έγινεν υπό την επίβλεψιν της Ιταλικής εταιρείας η οποία κατασκευάζει το εργοστάσιον. [284, 530, 586, 580]
article-body: Εις το χωρίον Πτελεός Μαγνησίας ετελέσθη γάμος υπό την συνοδείαν χωροφυλάκων διά να αποφευχθούν επεισόδια μεταξύ των συγγενών των νεονύμφων, οι οποίοι ευρίσκοντο εις διάστασιν. [1198, 540, 1590, 571]
article [594, 10, 915, 238]
article [284, 592, 586, 671]
headline: ΥΠΕΒΛΗΘΗ Η ΕΚΘΕΣΙΣ ΤΩΝ ΠΡΑΓΜΑΤΟΓΝΩΜΟΝΩΝ ΔΙΑ ΤΗΝ ΠΥΡΚΑΪΑΝ ΠΑΡΑ ΤΟΝ ΣΤΑΘΜΟΝ [949, 9, 1164, 56]
article-body: Κατά τα εκδοθέντα αποτελέσματα των εξετάσεων του Γυμνασίου Κουφαλίων προήχθησαν οι κάτωθι μαθηταί: ΕΚ ΤΗΣ Α' ΤΑΞΕΩΣ ΕΙΣ ΤΗΝ Β': Αθανασιάδης Γεώργιος, Αλεξίου Μαρία, Βασιλείου Νικόλαος, Γεωργιάδου Ελένη, Δημητρίου Κωνσταντίνος, Ζαφειρίου Αναστασία, Θεοδωρίδης Ιωάννης, Καραγιάννης Παναγιώτης, Λαζαρίδου Σοφία, Μαυρίδης Αθανάσιος, Νικολαΐδου Ευαγγελία, Οικονόμου Χρήστος, Παπαδοπούλου Ευδοκία, Σιδηρόπουλος Αντώνιος. ΕΚ ΤΗΣ Β' ΤΑΞΕΩΣ ΕΙΣ ΤΗΝ Γ': Αβραμίδης Στέφανος, Βλάχου Αικατερίνη, Γκαλίτσης Δημήτριος, Δούκα Παρασκευή, Ευθυμίου Γεώργιος, Ζήση Ελένη, Ηλιάδης Μιχαήλ, Καλαϊτζίδου Βασιλική. ΕΚ ΤΗΣ Γ' ΤΑΞΕΩΣ ΕΙΣ ΤΗΝ Δ': Αναστασίου Ιωάννης, Μπαλτζής Κωνσταντίνος, Ξανθοπούλου Μαρία, Ρίζου Σταυρούλα, Τσολάκης Νικόλαος. [6, 934, 276, 1076]
column-2 [284, 8, 586, 2303]
article-body: Ο Αμερικανός ηθοποιός Ντάννυ Κάιη είναι εκ των πρώτων οι οποίοι αφίχθησαν εις την Μόσχαν διά το Διεθνές Φεστιβάλ Κινηματογράφου το οποίον αρχίζει την προσεχή εβδομάδα. Εις το φεστιβάλ θα λάβουν μέρος ταινίαι εκ 60 χωρών. Η Ελλάς θα εκπροσωπηθή με δύο ταινίας μεγάλου μήκους. [1198, 209, 1590, 249]
article [6, 686, 276, 883]
headline: ΝΗΠΙΟΝ ΕΤΡΑΥΜΑΤΙΣΘΗ ΣΥΝΕΠΕΙΑ ΠΤΩΣΕΩΣ [284, 1059, 586, 1075]
article [284, 911, 586, 994]
article [284, 10, 586, 130]
subheadline: ΔΕΝ ΠΑΡΕΥΡΕΘΗ Η ΗΓΕΣΙΑ ΤΗΣ ΑΡΙΣΤΕΡΑΣ [1281, 293, 1507, 306]
column-rule [1194, 8, 1195, 2303]
headline: Η ΑΠΟΝΟΜΗ ΔΙΠΛΩΜΑΤΩΝ ΤΟΥ ΚΑΙΜΠΡΙΤΖ [610, 383, 898, 400]
headline: ΑΠΑΣΧΟΛΕΙ ΚΑΙ ΠΑΛΙΝ ΤΗΝ ΔΙΚΑΙΟΣΥΝΗΝ Η ΚΛΟΠΗ ΤΟΥ ΧΕΙΡΟΓΡΑΦΟΥ ΕΥΑΓΓΕΛΙΟΥ ΤΗΣ ΜΟΝΗΣ ΤΟΥ ΒΑΡΛΑΑΜ ΤΩΝ ΜΕΤΕΩΡΩΝ [1206, 382, 1582, 429]
headline: Η ΒΑΣΙΛΙΚΗ ΟΙΚΟΓΕΝΕΙΑ ΜΕΤΕΒΗ ΕΙΣ ΚΕΡΚΥΡΑΝ [932, 835, 1181, 867]
article-body: Υπό του Αυτοφώρου Πλημμελειοδικείου κατεδικάσθη εις φυλάκισιν τριών μηνών ο Δημήτριος Καλαμάρας διότι εκτύπησεν αστυνομικόν όργανον κατά την εκτέλεσιν των καθηκόντων του. [284, 869, 586, 900]
article-body: Παρουσία του Πρωθυπουργού εγένοντο σήμερον τα εγκαίνια της νέας πτέρυγος του Νοσοκομείου Ευαγγελισμός. — Ο υπουργός Εξωτερικών εδέχθη τον πρεσβευτήν των Ηνωμένων Πολιτειών. — Υπό του υπουργείου Παιδείας ανακοινούται ότι αι εισαγωγικαί εξετάσεις εις τα Πανεπιστήμια θα αρχίσουν την 1ην Σεπτεμβρίου. — Ο Δήμαρχος Αθηναίων επεθεώρησε τα έργα διαπλατύνσεως της οδού Πανεπιστημίου. — Το Υπουργικόν Συμβούλιον θα συνέλθη την προσεχή Τετάρτην. [594, 535, 915, 606]
article [1198, 150, 1590, 255]
article-body: Εις τον αγρόν του ευρέθη νεκρός ο 60ετής γεωργός Αθανάσιος Τσιάμης. Ο θάνατός του οφείλεται εις καρδιακήν προσβολήν. [923, 1024, 1190, 1044]
article-body: Τρεις εργάται των Σιδηροδρόμων Ελληνικού Κράτους ετραυματίσθησαν σοβαρώς χθες όταν εξερράγη παλαιά χειροβομβίς την οποίαν ανεύρον κατά την διάρκειαν εργασιών επισκευής βαρούλκου. [284, 959, 586, 989]
column-1 [6, 8, 276, 2303]
table-cell: 45835 [163, 840, 185, 850]
dateline: ΠΟΛΥΓΥΡΟΣ, 1.— [923, 1012, 995, 1023]
article [284, 762, 586, 831]
article-body: Είς Ανατολικογερμανός, ηλικίας 22 ετών, κατώρθωσε να δραπετεύση εις την Δυτικήν Γερμανίαν διασχίσας τα συρματοπλέγματα υπό τα πυρά των κομμουνιστών φρουρών. Ο νεαρός δεν ετραυματίσθη. [923, 165, 1190, 205]
table-cell: 889 [171, 803, 185, 813]
article-body: Εις τη σήμερον ενεργηθείσαν κλήρωσιν των ομολογιών του Δανείου Αναπτύξεως εκέρδισαν οι κάτωθι αριθμοί: Δρχ. 1.500.000 ο αριθμός 216.548. Από 500.000 δρχ. οι αριθμοί 173.450, 381.926. Από 100.000 δρχ. οι αριθμοί 46.708, 104.372, 219.833, 276.105, 338.614, 402.519. Από 50.000 δρχ. οι αριθμοί 9.721, 57.338, 88.416, 130.582, 166.205, 197.634, 241.780, 266.903, 301.447, 349.218. Από 10.000 δρχ. οι αριθμοί 3.418, 11.263, 27.954, 45.601, 62.137, 78.802, 94.316, 112.540, 128.677, 139.209, 153.862, 171.405, 186.933, 204.715, 223.648, 238.091, 254.326, 269.874, 285.213, 299.560, 314.782, 327.136, 343.805, 358.417, 371.920, 386.254, 399.603, 411.238. Από 5.000 δρχ. τέλος οι λοιποί κερδίζοντες αριθμοί. [6, 375, 276, 508]
table-cell: 240.50 [470, 352, 497, 362]
table-cell: 62772 [72, 859, 95, 869]
headline: ΜΕ ΟΡΓΑΝΑ ΑΚΡΙΒΕΙΑΣ ΘΑ ΓΙΝΕΤΑΙ Ο ΕΛΕΓΧΟΣ ΤΩΝ ΜΕΤΡΩΝ ΚΑΙ ΣΤΑΘΜΩΝ [929, 587, 1184, 619]
article-body: Υπό της επιτροπής του Πανεπιστημίου του Καίμπριτζ απενεμήθησαν τα διπλώματα εις τους επιτυχόντας εις τας εξετάσεις της Αγγλικής γλώσσης. Η τελετή έλαβε χώραν εις την αίθουσαν του Βρεταννικού Συμβουλίου. Διπλώματα έλαβον: Αγγελίδου Ελένη, Βασιλειάδης Αντώνιος, Γεωργίου Αικατερίνη, Δούκας Μιχαήλ, Ευαγγελίδου Σταυρούλα, Ζαχαριάδης Παύλος, Ιωαννίδου Χρυσούλα, Κωνσταντινίδης Θεόδωρος, Λαμπρίδου Ευανθία, Μαργαρίτης Στέλιος, Νικολάου Ζωή, Παπαγεωργίου Αλέξανδρος, Ρήγα Βασιλική, Σταυρίδης Νικόλαος, Τσακίρη Μαρία, Φωτιάδης Ιωάννης, Χατζηδάκη Άννα. [594, 403, 915, 494]
article [923, 415, 1190, 496]
article-body: Ο αρμόδιος υπουργός ενέκρινε την απαλλαγήν των σιδηροδρομικών υπαλλήλων από τα τέλη χαρτοσήμου επί των μισθών των, κατόπιν αιτήσεως της Ομοσπονδίας Σιδηροδρομικών. Η απόφασις θα ισχύση από της 1ης του προσεχούς μηνός. [284, 624, 586, 665]
headline: ΟΙ ΠΡΟΑΓΟΜΕΝΟΙ ΤΟΥ ΓΥΜΝΑΣΙΟΥ ΚΟΥΦΑΛΙΩΝ [24, 888, 258, 920]
